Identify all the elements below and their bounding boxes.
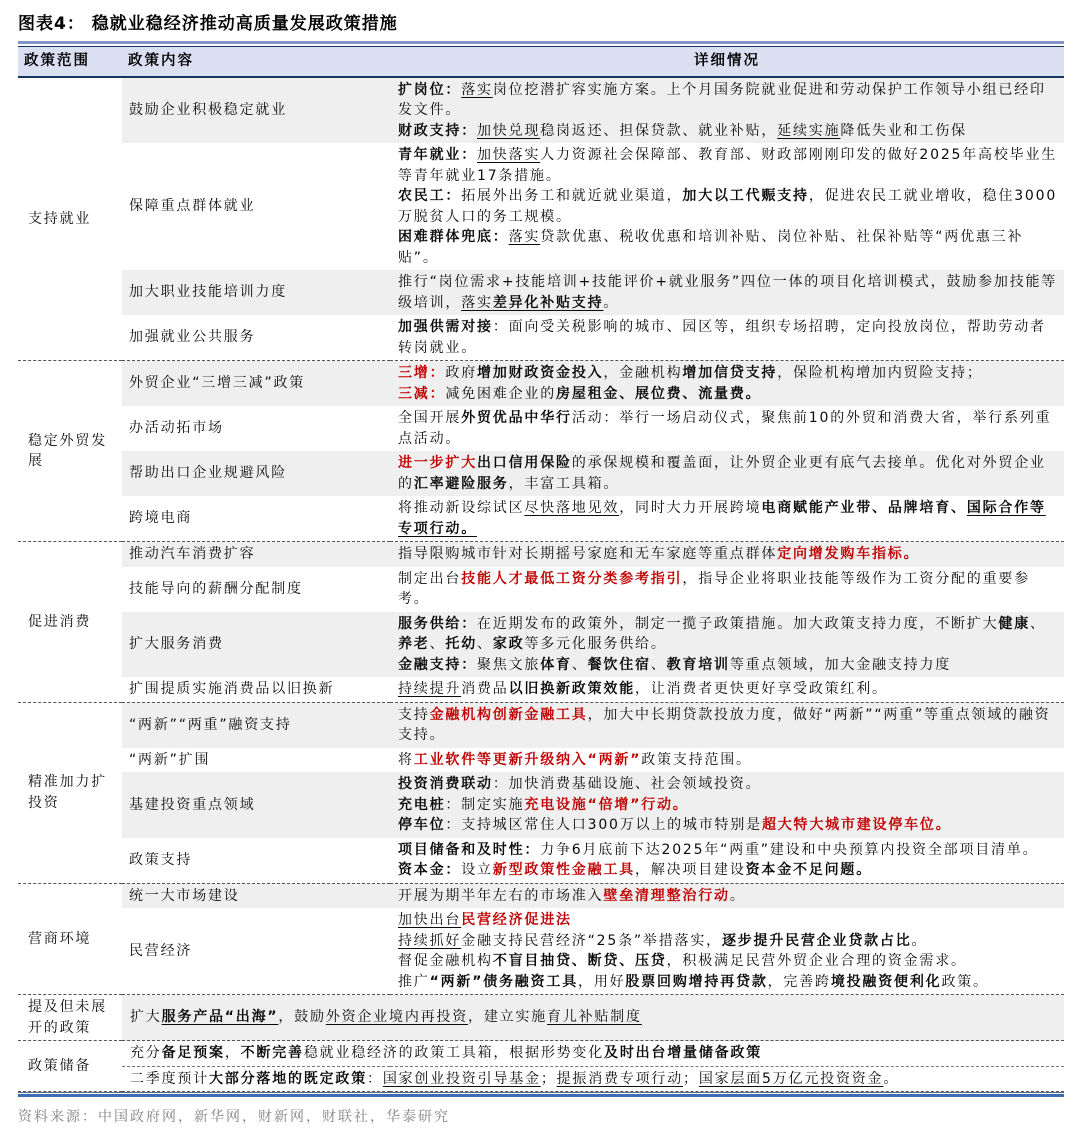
text-segment: 提振消费专项行动: [556, 1070, 684, 1087]
detail-item: [398, 384, 1060, 405]
table-row: [18, 612, 1064, 678]
table-row: [18, 908, 1064, 995]
text-segment: ，金融机构: [603, 365, 683, 381]
table-row: [18, 451, 1064, 496]
detail-item: [398, 453, 1060, 494]
text-segment: 聚焦文旅: [477, 656, 541, 673]
text-segment: 服务产品“出海”: [161, 1009, 279, 1026]
text-segment: 外资企业境内再投资: [325, 1009, 469, 1026]
policy-detail-cell: [122, 1066, 1064, 1092]
policy-content-cell: 基建投资重点领域: [122, 772, 390, 838]
text-segment: ：: [367, 1070, 383, 1087]
detail-item: [398, 145, 1060, 186]
text-segment: 国家层面5万亿元投资资金: [698, 1070, 884, 1087]
figure-title: 图表4： 稳就业稳经济推动高质量发展政策措施: [18, 14, 398, 34]
policy-table: [18, 46, 1064, 1092]
text-segment: 。: [911, 932, 928, 949]
table-row: [18, 883, 1064, 908]
text-segment: 外贸优品中华行: [461, 410, 572, 426]
table-row: [18, 838, 1064, 884]
policy-detail-cell: [390, 270, 1064, 315]
detail-item: [398, 186, 1060, 227]
detail-item: [398, 972, 1060, 993]
text-segment: 技能人才最低工资分类参考指引: [461, 570, 683, 587]
policy-content-cell: “两新”“两重”融资支持: [122, 702, 390, 748]
text-segment: 力争6月底前下达2025年“两重”建设和中央预算内投资全部项目清单。: [540, 841, 1039, 858]
text-segment: 岗位挖潜扩容实施方案。上个月国务院就业促进和劳动保护工作领导小组已经印发文件。: [398, 81, 1046, 118]
text-segment: 扩岗位：: [398, 81, 462, 98]
text-segment: 。: [729, 887, 746, 904]
policy-content-cell: 保障重点群体就业: [129, 198, 256, 215]
text-segment: ，丰富工具箱。: [508, 475, 620, 492]
detail-item: [398, 840, 1060, 861]
text-segment: 支持: [398, 706, 430, 723]
text-segment: 充电桩: [398, 796, 446, 813]
text-segment: 充分: [130, 1045, 162, 1061]
text-segment: ；: [540, 1070, 557, 1087]
text-segment: 定向增发购车指标。: [777, 546, 920, 562]
policy-content-cell: 加大职业技能培训力度: [122, 270, 390, 315]
bottom-rule-navy: [18, 1092, 1064, 1093]
text-segment: 养老: [398, 636, 430, 652]
text-segment: 二季度预计: [130, 1070, 209, 1087]
policy-content-cell: 扩大服务消费: [122, 612, 390, 678]
detail-item: [130, 1069, 1060, 1090]
policy-scope-cell: 支持就业: [28, 210, 92, 227]
text-segment: 资本金不足问题。: [745, 862, 873, 878]
text-segment: ，: [224, 1045, 241, 1061]
table-row: [18, 361, 1064, 407]
table-row: [18, 143, 1064, 270]
text-segment: ：支持城区常住人口300万以上的城市特别是: [445, 817, 762, 833]
text-segment: 等多元化服务供给。: [524, 636, 667, 652]
text-segment: 境投融资便利化: [830, 973, 942, 990]
text-segment: 、: [429, 636, 446, 652]
text-segment: 托幼: [445, 636, 478, 652]
text-segment: 将推动新设综试区: [398, 500, 525, 516]
text-segment: 停车位: [398, 817, 446, 833]
text-segment: 家政: [492, 636, 525, 652]
policy-detail-cell: [390, 908, 1064, 995]
text-segment: 。: [603, 294, 620, 311]
policy-scope-cell: 精准加力扩投资: [28, 774, 107, 811]
text-segment: 差异化补贴支持: [492, 294, 604, 311]
table-row: [18, 772, 1064, 838]
detail-item: [398, 498, 1060, 539]
text-segment: 进一步扩大: [398, 455, 477, 471]
policy-detail-cell: [390, 315, 1064, 361]
detail-item: [398, 227, 1060, 268]
text-segment: 延续实施: [777, 122, 841, 139]
detail-item: [398, 750, 1060, 771]
policy-detail-cell: [390, 406, 1064, 451]
text-segment: 落实: [461, 81, 493, 98]
text-segment: ，积极满足民营外贸企业合理的资金需求。: [666, 953, 967, 969]
text-segment: 增加财政资金投入: [477, 365, 604, 381]
detail-item: [398, 614, 1060, 655]
text-segment: 以旧换新政策效能: [508, 681, 636, 697]
text-segment: 活动：举行一场启动仪式，聚焦前10的外贸和消费大省，举行系列重点活动。: [398, 410, 1052, 447]
policy-detail-cell: [390, 702, 1064, 748]
policy-detail-cell: [390, 542, 1064, 567]
table-row: [18, 995, 1064, 1041]
text-segment: 减免困难企业的: [445, 385, 557, 402]
text-segment: 三增：: [398, 365, 446, 381]
table-row: [18, 748, 1064, 773]
text-segment: 服务供给：: [398, 615, 477, 632]
text-segment: 超大特大城市建设停车位。: [761, 817, 952, 833]
policy-detail-cell: [390, 748, 1064, 773]
text-segment: 尽快落地见效: [524, 500, 620, 516]
text-segment: ，用好: [578, 973, 626, 990]
text-segment: 设立: [461, 862, 493, 878]
text-segment: ，促进农民工就业增收，稳住3000万脱贫人口的务工规模。: [398, 188, 1058, 225]
policy-content-cell: 加强就业公共服务: [129, 329, 256, 346]
text-segment: 消费品: [461, 681, 509, 697]
text-segment: 扩大: [130, 1009, 162, 1026]
text-segment: 投资消费联动: [398, 776, 493, 792]
policy-detail-cell: [122, 1041, 1064, 1067]
text-segment: 项目储备和及时性：: [398, 841, 541, 858]
text-segment: “两新”债务融资工具: [429, 973, 579, 990]
text-segment: ，同时大力开展跨境: [619, 500, 762, 516]
text-segment: 、: [477, 636, 493, 652]
detail-item: [398, 860, 1060, 881]
detail-item: [398, 569, 1060, 610]
text-segment: 大部分落地的既定政策: [209, 1070, 367, 1087]
text-segment: 工业软件等更新升级纳入“两新”: [413, 751, 642, 768]
text-segment: 指导限购城市针对长期摇号家庭和无车家庭等重点群体: [398, 546, 778, 562]
column-header-detail: 详细情况: [390, 47, 1064, 77]
text-segment: 不盲目抽贷、断贷、压贷: [492, 953, 667, 969]
policy-content-cell: 统一大市场建设: [122, 883, 390, 908]
policy-detail-cell: [390, 77, 1064, 144]
text-segment: 。: [883, 1070, 900, 1087]
policy-content-cell: “两新”扩围: [129, 751, 211, 768]
detail-item: [398, 886, 1060, 907]
text-segment: ，保险机构增加内贸险支持；: [777, 365, 983, 381]
policy-detail-cell: [390, 567, 1064, 612]
text-segment: 金融机构创新金融工具: [429, 706, 588, 723]
text-segment: 推行“岗位需求+技能培训+技能评价+就业服务”四位一体的项目化培训模式，鼓励参加技能等级培训，: [398, 274, 1058, 311]
text-segment: 持续提升: [398, 681, 462, 697]
column-header-scope: 政策范围: [18, 47, 122, 77]
text-segment: 督促金融机构: [398, 953, 493, 969]
table-row: [18, 77, 1064, 144]
policy-content-cell: 鼓励企业积极稳定就业: [122, 77, 390, 144]
text-segment: 国际合作等专项行动。: [398, 500, 1046, 537]
text-segment: 落实: [508, 229, 541, 245]
policy-content-cell: 跨境电商: [129, 510, 193, 527]
top-rule: [18, 41, 1064, 44]
text-segment: 教育培训: [666, 656, 730, 673]
text-segment: ，解决项目建设: [635, 862, 746, 878]
policy-detail-cell: [390, 883, 1064, 908]
text-segment: 加强供需对接: [398, 319, 493, 335]
text-segment: 的承保规模和覆盖面，让外贸企业更有底气去接单。优化对外贸企业的: [398, 455, 1046, 492]
detail-item: [130, 1043, 1060, 1064]
policy-detail-cell: [390, 838, 1064, 884]
header-row: [18, 47, 1064, 77]
detail-item: [398, 679, 1060, 700]
text-segment: ：制定实施: [445, 796, 525, 813]
detail-item: [398, 121, 1060, 142]
text-segment: 及时出台增量储备政策: [604, 1045, 763, 1061]
policy-detail-cell: [390, 772, 1064, 838]
text-segment: ；: [683, 1070, 699, 1087]
table-row: [18, 406, 1064, 451]
policy-content-cell: 扩围提质实施消费品以旧换新: [129, 681, 335, 697]
policy-section: [18, 77, 1064, 361]
policy-section: [18, 883, 1064, 995]
text-segment: 新型政策性金融工具: [492, 862, 636, 878]
policy-detail-cell: [390, 361, 1064, 407]
detail-item: [398, 815, 1060, 836]
text-segment: 政策。: [941, 973, 989, 990]
text-segment: 金融支持民营经济“25条”举措落实，: [461, 932, 722, 949]
policy-content-cell: 民营经济: [129, 942, 193, 959]
policy-detail-cell: [390, 496, 1064, 542]
detail-item: [398, 544, 1060, 565]
table-row: [18, 702, 1064, 748]
text-segment: 全国开展: [398, 410, 462, 426]
text-segment: 等重点领域，加大金融支持力度: [729, 656, 952, 673]
text-segment: 育儿补贴制度: [547, 1009, 642, 1026]
detail-item: [398, 80, 1060, 121]
text-segment: 农民工：: [398, 188, 462, 204]
text-segment: 人力资源社会保障部、教育部、财政部刚刚印发的做好2025年高校毕业生等青年就业17条措施。: [398, 147, 1058, 184]
text-segment: 加大以工代赈支持: [682, 188, 809, 204]
detail-item: [398, 363, 1060, 384]
policy-content-cell: 政策支持: [129, 851, 193, 868]
policy-scope-cell: 稳定外贸发展: [28, 432, 107, 469]
policy-detail-cell: [390, 612, 1064, 678]
text-segment: 持续抓好: [398, 932, 462, 949]
detail-item: [398, 655, 1060, 676]
table-row: [18, 496, 1064, 542]
text-segment: 逐步提升民营企业贷款占比: [721, 932, 912, 949]
text-segment: 降低失业和工伤保: [840, 122, 967, 139]
policy-content-cell: 推动汽车消费扩容: [122, 542, 390, 567]
text-segment: 财政支持：: [398, 122, 477, 139]
policy-scope-cell: 政策储备: [28, 1057, 92, 1074]
text-segment: 出口信用保险: [477, 455, 572, 471]
text-segment: 政府: [445, 365, 478, 381]
detail-item: [398, 910, 1060, 931]
text-segment: 加快出台: [398, 912, 462, 928]
detail-item: [130, 1007, 1060, 1028]
table-row: [18, 1066, 1064, 1092]
table-row: [18, 315, 1064, 361]
policy-section: [18, 1041, 1064, 1092]
text-segment: ，让消费者更快更好享受政策红利。: [635, 681, 888, 697]
policy-content-cell: 办活动拓市场: [129, 420, 224, 437]
policy-section: [18, 995, 1064, 1041]
text-segment: 困难群体兜底：: [398, 229, 509, 245]
text-segment: 壁垒清理整治行动: [603, 887, 730, 904]
detail-item: [398, 951, 1060, 972]
text-segment: 在近期发布的政策外，制定一揽子政策措施。加大政策支持力度，不断扩大: [477, 615, 999, 632]
text-segment: 、: [650, 656, 667, 673]
policy-detail-cell: [390, 677, 1064, 702]
text-segment: 贷款优惠、税收优惠和培训补贴、岗位补贴、社保补贴等“两优惠三补贴”。: [398, 229, 1024, 266]
text-segment: 电商赋能产业带、品牌培育、: [761, 500, 967, 516]
text-segment: ，建立实施: [468, 1009, 548, 1026]
table-row: [18, 542, 1064, 567]
text-segment: 股票回购增持再贷款: [625, 973, 768, 990]
text-segment: ：面向受关税影响的城市、园区等，组织专场招聘，定向投放岗位，帮助劳动者转岗就业。: [398, 319, 1046, 356]
text-segment: 体育: [540, 656, 572, 673]
text-segment: 推广: [398, 973, 430, 990]
policy-scope-cell: 促进消费: [28, 613, 92, 630]
detail-item: [398, 705, 1060, 746]
text-segment: ，鼓励: [278, 1009, 326, 1026]
detail-item: [398, 795, 1060, 816]
text-segment: 不断完善: [240, 1045, 304, 1061]
text-segment: 增加信贷支持: [682, 365, 778, 381]
text-segment: ：加快消费基础设施、社会领域投资。: [492, 776, 762, 792]
policy-section: [18, 361, 1064, 542]
column-header-content: 政策内容: [122, 47, 390, 77]
text-segment: 资本金：: [398, 862, 462, 878]
detail-item: [398, 272, 1060, 313]
detail-item: [398, 931, 1060, 952]
text-segment: 稳就业稳经济的政策工具箱，根据形势变化: [303, 1045, 605, 1061]
text-segment: 国家创业投资引导基金: [382, 1070, 541, 1087]
text-segment: 备足预案: [161, 1045, 225, 1061]
text-segment: 、: [1030, 615, 1046, 632]
text-segment: 。: [745, 385, 762, 402]
policy-content-cell: 外贸企业“三增三减”政策: [122, 361, 390, 407]
policy-scope-cell: 营商环境: [28, 930, 92, 947]
text-segment: 开展为期半年左右的市场准入: [398, 887, 604, 904]
text-segment: 青年就业：: [398, 147, 477, 163]
policy-detail-cell: [390, 451, 1064, 496]
text-segment: 三减：: [398, 385, 446, 402]
table-row: [18, 567, 1064, 612]
table-row: [18, 270, 1064, 315]
text-segment: ，完善跨: [767, 973, 831, 990]
text-segment: 房屋租金、展位费、流量费: [556, 385, 746, 402]
policy-section: [18, 542, 1064, 703]
table-row: [18, 677, 1064, 702]
detail-item: [398, 774, 1060, 795]
detail-item: [398, 408, 1060, 449]
text-segment: 拓展外出务工和就近就业渠道，: [461, 188, 683, 204]
source-note: 资料来源：中国政府网，新华网，财新网，财联社，华泰研究: [18, 1109, 450, 1125]
policy-scope-cell: 提及但未展开的政策: [28, 999, 107, 1036]
text-segment: 金融支持：: [398, 656, 477, 673]
text-segment: 健康: [998, 615, 1031, 632]
text-segment: ，指导企业将职业技能等级作为工资分配的重要参考。: [398, 570, 1031, 607]
text-segment: 民营经济促进法: [461, 912, 572, 928]
text-segment: 加快兑现: [477, 122, 541, 139]
policy-detail-cell: [122, 995, 1064, 1041]
text-segment: 将: [398, 751, 414, 768]
table-row: [18, 1041, 1064, 1067]
policy-content-cell: 帮助出口企业规避风险: [122, 451, 390, 496]
text-segment: 稳岗返还、担保贷款、就业补贴，: [540, 122, 778, 139]
text-segment: 制定出台: [398, 570, 462, 587]
text-segment: 落实: [461, 294, 493, 311]
text-segment: 汇率避险服务: [413, 475, 509, 492]
policy-content-cell: 技能导向的薪酬分配制度: [129, 580, 303, 597]
text-segment: 餐饮住宿: [587, 656, 651, 673]
text-segment: 、: [571, 656, 588, 673]
text-segment: 加快落实: [477, 147, 541, 163]
policy-detail-cell: [390, 143, 1064, 270]
text-segment: 充电设施“倍增”行动。: [524, 796, 689, 813]
text-segment: ，加大中长期贷款投放力度，做好“两新”“两重”等重点领域的融资支持。: [398, 706, 1051, 743]
detail-item: [398, 317, 1060, 358]
policy-section: [18, 702, 1064, 883]
text-segment: 政策支持范围。: [641, 751, 752, 768]
table-header: [18, 47, 1064, 77]
